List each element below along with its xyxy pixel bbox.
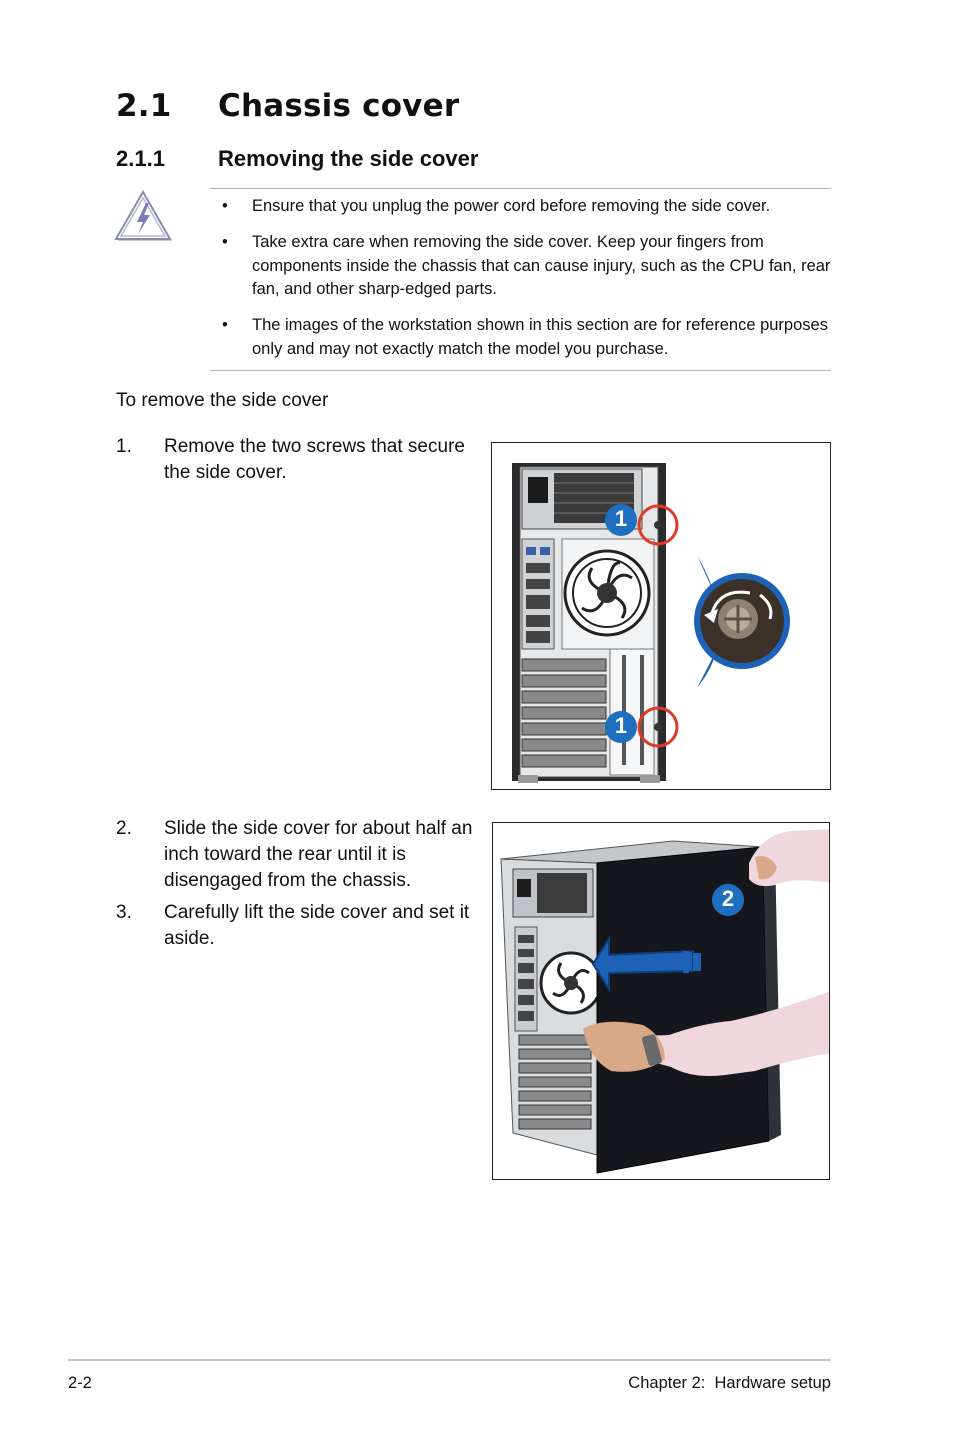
step-text: Slide the side cover for about half an inch toward the rear until it is disengaged from the chassis. <box>164 818 473 891</box>
warning-triangle-icon <box>112 188 176 246</box>
note-bottom-rule <box>210 370 831 371</box>
step-number: 3. <box>116 902 132 923</box>
figure-slide-cover <box>492 822 830 1180</box>
step-number: 1. <box>116 436 132 457</box>
note-text: Take extra care when removing the side cover. Keep your fingers from components inside the chassis that can cause injury, such as the CPU fan, rear fan, and other sharp-edged parts. <box>252 233 831 298</box>
note-bullet: • <box>222 233 228 251</box>
page-number: 2-2 <box>68 1374 92 1392</box>
subsection-title: Removing the side cover <box>218 146 479 171</box>
step-text: Carefully lift the side cover and set it aside. <box>164 902 470 949</box>
chapter-label: Chapter 2: Hardware setup <box>628 1374 831 1392</box>
note-bullet: • <box>222 316 228 334</box>
procedure-intro: To remove the side cover <box>116 390 329 411</box>
section-number: 2.1 <box>116 88 172 124</box>
callout-1-top-label: 1 <box>614 506 628 531</box>
note-top-rule <box>210 188 831 189</box>
step-number: 2. <box>116 818 132 839</box>
side-cover-illustration <box>493 823 830 1180</box>
note-bullet: • <box>222 197 228 215</box>
subsection-number: 2.1.1 <box>116 146 165 171</box>
footer-rule <box>68 1359 831 1361</box>
chassis-rear-illustration <box>492 443 831 790</box>
note-text: The images of the workstation shown in this section are for reference purposes only and may not exactly match the model you purchase. <box>252 316 828 358</box>
figure-remove-screws <box>491 442 831 790</box>
step-text: Remove the two screws that secure the side cover. <box>164 436 465 483</box>
section-title: Chassis cover <box>218 88 460 124</box>
callout-2-label: 2 <box>721 886 735 911</box>
note-text: Ensure that you unplug the power cord before removing the side cover. <box>252 197 771 215</box>
callout-1-bottom-label: 1 <box>614 713 628 738</box>
